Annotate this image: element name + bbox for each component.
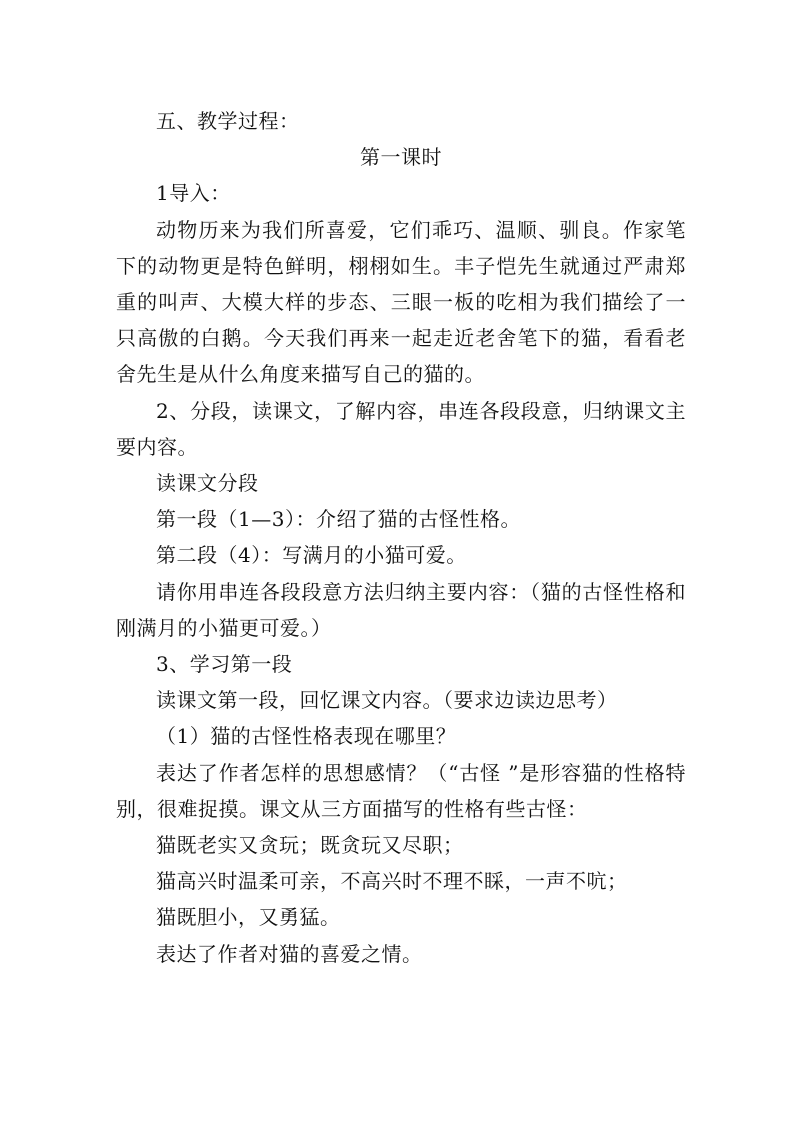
read-segment-line: 读课文分段 xyxy=(156,471,259,496)
trait-3-line: 猫既胆小，又勇猛。 xyxy=(156,905,341,930)
conclusion-line: 表达了作者对猫的喜爱之情。 xyxy=(156,941,423,966)
trait-1-line: 猫既老实又贪玩；既贪玩又尽职； xyxy=(156,833,464,858)
intro-heading: 1导入： xyxy=(156,181,231,206)
summary-paragraph: 请你用串连各段段意方法归纳主要内容：（猫的古怪性格和刚满月的小猫更可爱。） xyxy=(116,579,686,640)
question-1-line: （1）猫的古怪性格表现在哪里？ xyxy=(156,724,457,749)
lesson-plan-body xyxy=(116,103,686,972)
feeling-paragraph: 表达了作者怎样的思想感情？（“古怪 ”是形容猫的性格特别，很难捉摸。课文从三方面描写的性格有些古怪： xyxy=(116,760,686,821)
segment-1-line: 第一段（1—3）：介绍了猫的古怪性格。 xyxy=(156,507,521,532)
section-heading: 五、教学过程： xyxy=(156,109,300,133)
lesson-title: 第一课时 xyxy=(360,145,442,170)
intro-paragraph: 动物历来为我们所喜爱，它们乖巧、温顺、驯良。作家笔下的动物更是特色鲜明，栩栩如生。丰子恺先生就通过严肃郑重的叫声、大模大样的步态、三眼一板的吃相为我们描绘了一只高傲的白鹅。今天我们再来一起走近老舍笔下的猫，看看老舍先生是从什么角度来描写自己的猫的。 xyxy=(116,217,686,387)
segment-2-line: 第二段（4）：写满月的小猫可爱。 xyxy=(156,543,467,568)
step3-heading: 3、学习第一段 xyxy=(156,652,293,677)
read-first-line: 读课文第一段，回忆课文内容。（要求边读边思考） xyxy=(156,688,618,713)
step2-paragraph: 2、分段，读课文，了解内容，串连各段段意，归纳课文主要内容。 xyxy=(116,398,686,459)
trait-2-line: 猫高兴时温柔可亲，不高兴时不理不睬，一声不吭； xyxy=(156,869,628,894)
